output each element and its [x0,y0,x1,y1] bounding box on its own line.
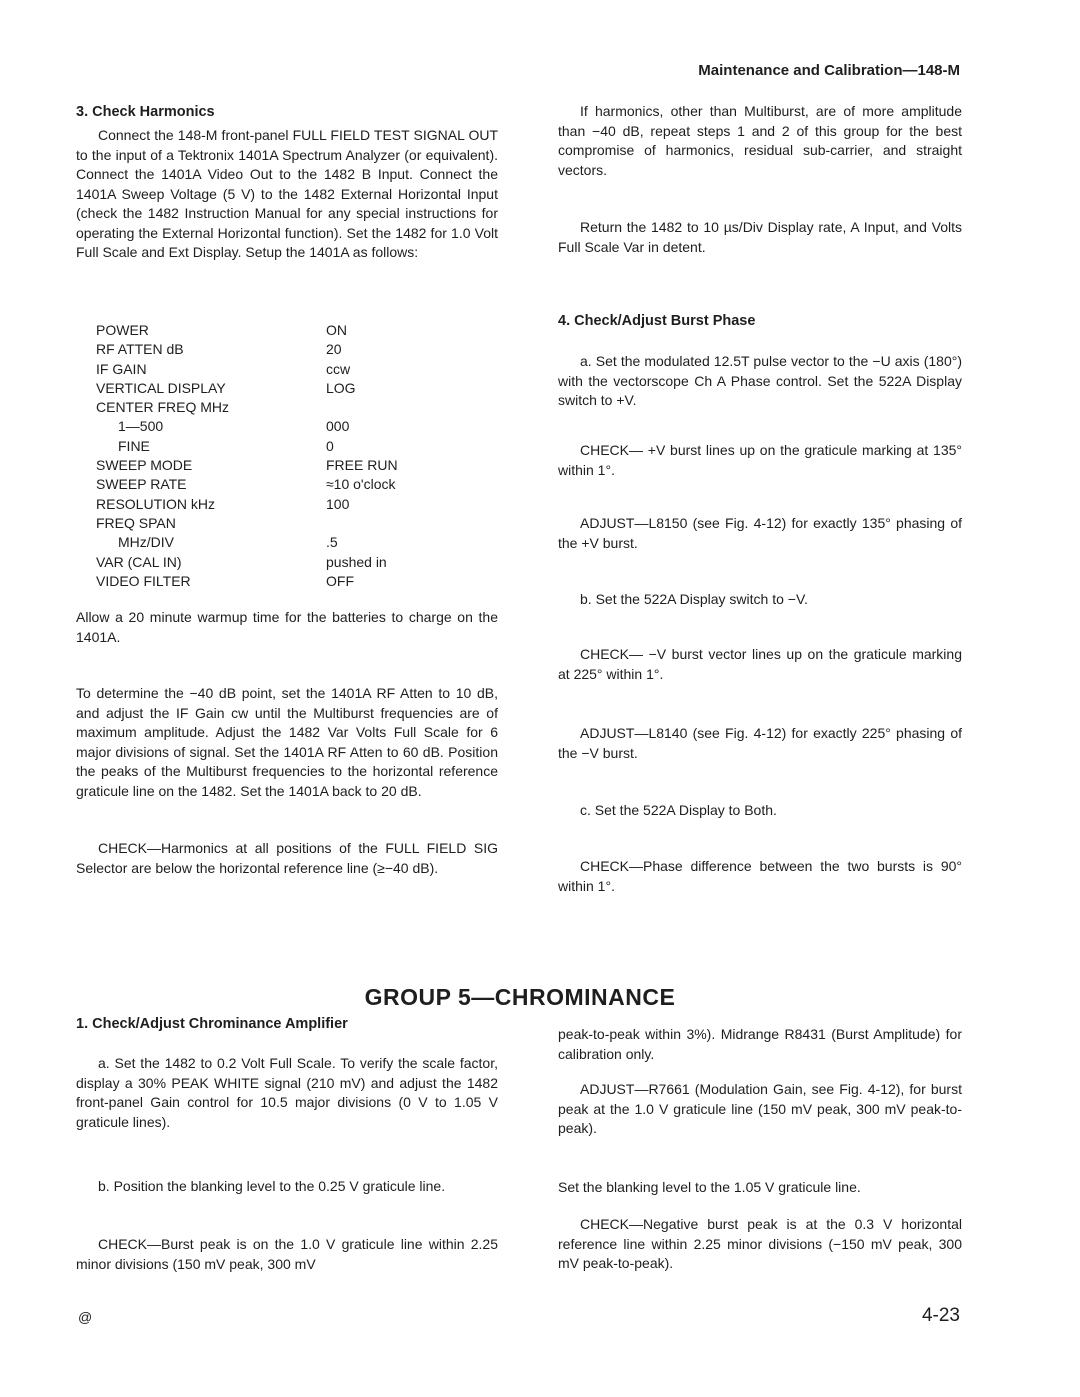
check-harmonics-paragraph: CHECK—Harmonics at all positions of the FULL FIELD SIG Selector are below the horizontal reference line (≥−40 dB). [76,840,498,876]
setting-value: ≈10 o'clock [326,476,396,493]
settings-row [96,514,398,533]
settings-row [96,553,398,572]
spectrum-analyzer-settings [96,321,398,591]
blanking-paragraph: Set the blanking level to the 1.05 V graticule line. [558,1179,861,1195]
settings-row [96,572,398,591]
settings-row [96,340,398,359]
setting-value [326,514,398,533]
setting-value: LOG [326,379,356,396]
warmup-paragraph: Allow a 20 minute warmup time for the batteries to charge on the 1401A. [76,609,498,645]
running-header: Maintenance and Calibration—148-M [698,62,960,79]
chroma-continued-paragraph: peak-to-peak within 3%). Midrange R8431 (Burst Amplitude) for calibration only. [558,1026,962,1062]
setting-name: VIDEO FILTER [96,572,191,589]
settings-row [96,321,398,340]
setting-name: FINE [118,437,150,454]
adjust-r7661-paragraph: ADJUST—R7661 (Modulation Gain, see Fig. 4-12), for burst peak at the 1.0 V graticule line (150 mV peak, 300 mV peak-to-peak). [558,1081,962,1136]
setting-value [326,398,398,417]
setting-name: VERTICAL DISPLAY [96,379,226,396]
settings-row [96,475,398,494]
step-b-paragraph: b. Set the 522A Display switch to −V. [580,591,808,607]
chroma-step-b-paragraph: b. Position the blanking level to the 0.25 V graticule line. [98,1178,446,1194]
return-paragraph: Return the 1482 to 10 µs/Div Display rate, A Input, and Volts Full Scale Var in detent. [558,219,962,255]
setting-value: 0 [326,437,334,454]
settings-row [96,360,398,379]
setting-name: IF GAIN [96,360,147,377]
adjust-l8140-paragraph: ADJUST—L8140 (see Fig. 4-12) for exactly 225° phasing of the −V burst. [558,725,962,761]
setting-value: ON [326,322,347,338]
step-a-paragraph: a. Set the modulated 12.5T pulse vector to the −U axis (180°) with the vectorscope Ch A Phase control. Set the 522A Display switch to +V. [558,353,962,408]
setting-name: FREQ SPAN [96,514,176,531]
setting-value: FREE RUN [326,457,398,474]
setting-name: 1—500 [118,418,164,435]
check-phase-paragraph: CHECK—Phase difference between the two bursts is 90° within 1°. [558,858,962,894]
check-minus-v-paragraph: CHECK— −V burst vector lines up on the graticule marking at 225° within 1°. [558,646,962,682]
setting-name: VAR (CAL IN) [96,553,182,570]
settings-row [96,398,398,417]
settings-row [96,456,398,475]
check-negative-burst-paragraph: CHECK—Negative burst peak is at the 0.3 V horizontal reference line within 2.25 minor divisions (−150 mV peak, 300 mV peak-to-peak). [558,1216,962,1271]
setting-name: SWEEP MODE [96,457,193,474]
setting-name: MHz/DIV [118,534,174,551]
setting-value: ccw [326,360,351,377]
setting-name: RF ATTEN dB [96,341,184,358]
section-heading-chrominance-amplifier: 1. Check/Adjust Chrominance Amplifier [76,1016,348,1032]
check-plus-v-paragraph: CHECK— +V burst lines up on the graticule marking at 135° within 1°. [558,442,962,478]
section-heading-check-harmonics: 3. Check Harmonics [76,104,215,120]
setting-value: 100 [326,495,350,512]
setting-value: 000 [326,418,350,435]
setting-value: 20 [326,341,342,358]
settings-row [96,417,398,436]
setting-name: SWEEP RATE [96,476,187,493]
settings-row [96,437,398,456]
setting-name: RESOLUTION kHz [96,495,216,512]
setting-value: pushed in [326,553,387,570]
chroma-check-paragraph: CHECK—Burst peak is on the 1.0 V graticule line within 2.25 minor divisions (150 mV peak, 300 mV [76,1236,498,1272]
setting-value: .5 [326,534,338,551]
chroma-step-a-paragraph: a. Set the 1482 to 0.2 Volt Full Scale. To verify the scale factor, display a 30% PEAK WHITE signal (210 mV) and adjust the 1482 front-panel Gain control for 10.5 major divisions (0 V to 1.05 V graticule lines). [76,1055,498,1130]
page-number: 4-23 [921,1305,960,1326]
harmonics-intro: Connect the 148-M front-panel FULL FIELD TEST SIGNAL OUT to the input of a Tektronix 1401A Spectrum Analyzer (or equivalent). Connect the 1401A Video Out to the 1482 B Input. Connect the 1401A Sweep Voltage (5 V) to the 1482 External Horizontal Input (check the 1482 Instruction Manual for any special instructions for operating the External Horizontal function). Set the 1482 for 1.0 Volt Full Scale and Ext Display. Setup the 1401A as follows: [76,127,498,260]
adjust-l8150-paragraph: ADJUST—L8150 (see Fig. 4-12) for exactly 135° phasing of the +V burst. [558,515,962,551]
setting-value: OFF [326,572,354,589]
harmonics-repeat-paragraph: If harmonics, other than Multiburst, are of more amplitude than −40 dB, repeat steps 1 and 2 of this group for the best compromise of harmonics, residual sub-carrier, and straight vectors. [558,103,962,178]
section-heading-burst-phase: 4. Check/Adjust Burst Phase [558,313,756,329]
determine-paragraph: To determine the −40 dB point, set the 1401A RF Atten to 10 dB, and adjust the IF Gain cw until the Multiburst frequencies are of maximum amplitude. Adjust the 1482 Var Volts Full Scale for 6 major divisions of signal. Set the 1401A RF Atten to 60 dB. Position the peaks of the Multiburst frequencies to the horizontal reference graticule line on the 1482. Set the 1401A back to 20 dB. [76,685,498,799]
setting-name: POWER [96,322,149,338]
step-c-paragraph: c. Set the 522A Display to Both. [580,802,777,818]
settings-row [96,533,398,552]
settings-row [96,379,398,398]
footer-mark: @ [78,1309,93,1325]
group-title: GROUP 5—CHROMINANCE [364,984,676,1010]
setting-name: CENTER FREQ MHz [96,399,229,416]
settings-row [96,495,398,514]
